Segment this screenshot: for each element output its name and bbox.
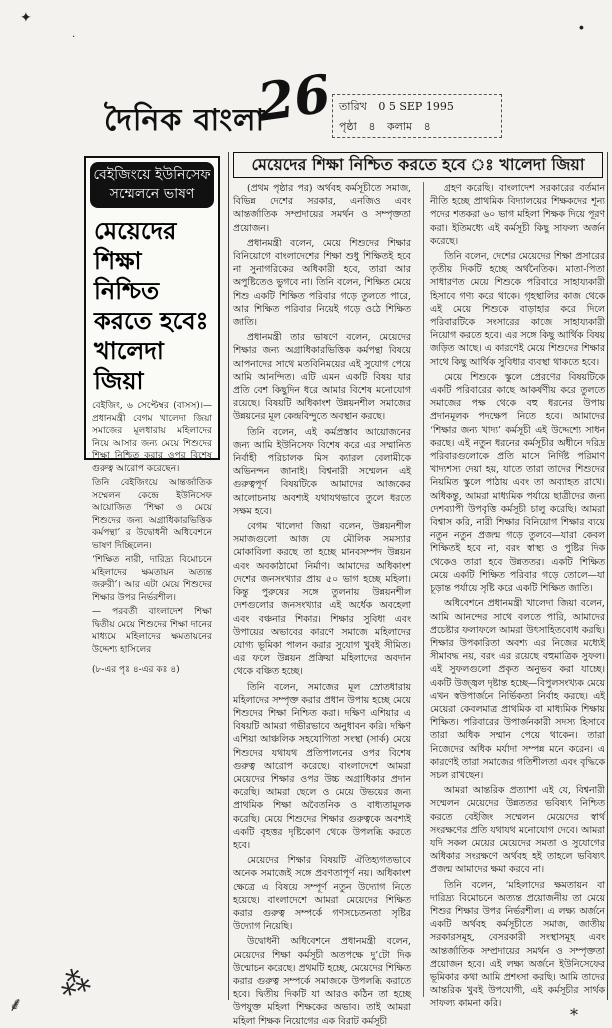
story-kicker: বেইজিংয়ে ইউনিসেফ সম্মেলনে ভাষণ [90,162,214,208]
sidebar-paragraph: ‘শিক্ষিত নারী, দারিদ্র্য বিমোচনে মহিলাদের ক্ষমতায়ন অত্যন্ত জরুরী’। আর এটা মেয়ে শিশুদের শিক্ষার উপর নির্ভরশীল। [92,555,212,603]
stamp-page-value: ৪ [368,120,376,133]
sidebar-paragraph: — পরবর্তী বাংলাদেশ শিক্ষা দ্বিতীয় মেয়ে শিশুদের শিক্ষা দানের মাধ্যমে মহিলাদের ক্ষমতায়নের উদ্দেশ্য হাসিলের [92,607,212,655]
continuation-note: (৮-এর পৃঃ ৪-এর কঃ ৪) [92,665,180,675]
sidebar-paragraph: তিনি বেইজিংয়ে আন্তর্জাতিক সম্মেলন কেন্দ্রে ইউনিসেফ আয়োজিত ‘শিক্ষা ও মেয়ে শিশুদের জন্য অগ্রাধিকারভিত্তিক কর্মপন্থা’ র উদ্বোধনী অধিবেশনে ভাষণ দিচ্ছিলেন। [92,478,212,551]
sidebar-headline: মেয়েদের শিক্ষা নিশ্চিত করতে হবেঃ খালেদা জিয়া [94,216,209,395]
article-paragraph: উদ্বোধনী অধিবেশনে প্রধানমন্ত্রী বলেন, মেয়েদের শিক্ষা কর্মসূচী অতপক্ষে দু’টো দিক উন্মোচন করেছে। প্রথমটি হচ্ছে, মেয়েদের শিক্ষিত করার গুরুত্ব সম্পর্কে সমাজকে উপলব্ধি করাতে হবে। দ্বিতীয় দিকটি যা আরও কঠিন তা হচ্ছে উপযুক্ত মহিলা শিক্ষকের অভাব। তাই আমরা মহিলা শিক্ষক নিয়োগের এক বিরাট কর্মসূচী [233,936,411,1027]
continued-article [228,152,608,1027]
archive-date-stamp [332,94,502,138]
scan-smudge: ⸙ [8,992,23,1016]
sidebar-body [86,396,218,662]
article-paragraph: বেগম খালেদা জিয়া বলেন, উন্নয়নশীল সমাজগুলো আজ যে মৌলিক সমস্যার মোকাবিলা করছে তা হচ্ছে মানবসম্পদ উন্নয়ন এবং অবকাঠামো নির্মাণ। আমাদের অধিকাংশ দেশের জনসংখ্যার প্রায় ৫০ ভাগ হচ্ছে মহিলা। কিন্তু পুরুষের সঙ্গে তুলনায় উন্নয়নশীল দেশগুলোর জনসংখ্যার এই অর্ধেক অবহেলা এবং বঞ্চনার শিকার। শিক্ষার সুবিধা এবং উপায়ের অভাবের কারণে সমাজে মহিলাদের যোগ্য ভূমিকা পালন করার সুযোগ খুবই সীমিত। এর ফলে উন্নয়ন প্রক্রিয়া মহিলাদের অবদান থেকে বঞ্চিত হচ্ছে। [233,521,411,678]
stamp-column-label: কলাম [386,120,413,133]
article-column-left [233,182,411,1027]
article-paragraph: প্রধানমন্ত্রী তার ভাষণে বলেন, মেয়েদের শিক্ষার জন্য অগ্রাধিকারভিত্তিক কর্মপন্থা বিষয়ে আপনাদের সাথে মতবিনিময়ের এই সুযোগ পেয়ে আমি আনন্দিত। এটি এমন একটি বিষয় যার প্রতি বেশ কিছুদিন ধরে আমার বিশেষ মনোযোগ রয়েছে। বিষয়টি অধিকাংশ উন্নয়নশীল সমাজের উন্নয়নের মূল কেন্দ্রবিন্দুতে অবস্থান করছে। [233,332,411,423]
article-paragraph: (প্রথম পৃষ্ঠার পর) অর্থবহ কর্মসূচীতে সমাজ, বিভিন্ন দেশের সরকার, এনজিও এবং আন্তর্জাতিক সম্প্রদায়ের সমর্থন ও সম্পৃক্ততা প্রয়োজন। [233,183,411,234]
article-paragraph: তিনি বলেন, ‘মহিলাদের ক্ষমতায়ন বা দারিদ্র্য বিমোচনে অত্যন্ত প্রয়োজনীয় তা মেয়ে শিশুর শিক্ষার উপর নির্ভরশীল। এ লক্ষ্য অর্জনে একটি অর্থবহ কর্মসূচীতে সমাজ, জাতীয় সরকারসমূহ, বেসরকারী সংস্থাসমূহ এবং আন্তর্জাতিক সম্প্রদায়ের সমর্থন ও সম্পৃক্ততা প্রয়োজন হবে। এই লক্ষ্য অর্জনে ইউনিসেফের ভূমিকার কথা আমি প্রশংসা করছি। আমি তাদের আন্তরিক খুবই উপযোগী, এই কর্মসূচীর সার্থক সাফল্য কামনা করি। [430,879,605,1010]
scan-smudge: ⁂ [55,962,95,1005]
article-paragraph: অধিবেশনে প্রধানমন্ত্রী খালেদা জিয়া বলেন, আমি আনন্দের সাথে বলতে পারি, আমাদের প্রচেষ্টার ফলাফলে আমরা উৎসাহিতবোধ করছি। শিক্ষার উপকারিতা অবশ্য এর নিজের মধ্যেই সীমাবদ্ধ নয়, বরং এর রয়েছে বহুমাত্রিক সুফল। এই সুফলগুলো প্রকৃত অনুভব করা যাচ্ছে। একটি উজ্জ্বল দৃষ্টান্ত হচ্ছে—বিপুলসংখ্যক মেয়ে এখন স্বউপার্জনে নির্ভিকতা নির্বাহ করছে। এই মেয়েরা কেবলমাত্র প্রাথমিক বা মাধ্যমিক শিক্ষায় শিক্ষিত। পরিবারের উপার্জনকারী সদস্য হিসাবে তারা অধিক সম্মান পেয়ে থাকেন। তারা নিজেদের অধিক মর্যাদা সম্পন্ন মনে করেন। এ কারণেই তারা সমাজের গতিশীলতা এবং বৃদ্ধিকে সচল রাখছেন। [430,598,605,781]
article-column-right [423,182,605,1010]
article-paragraph: তিনি বলেন, দেশের মেয়েদের শিক্ষা প্রসারের তৃতীয় দিকটি হচ্ছে অর্থনৈতিক। মাতা-পিতা সাধারণত মেয়ে শিশুকে পরিবারে সাহায্যকারী হিসাবে গণ্য করে থাকে। গৃহস্থালির কাজ থেকে এই মেয়ে শিশুকে বাড়াহার করে দিলে পরিবারটিকে সংসারের কাজে সাহায্যকারী নিয়োগ করতে হবে। এর সঙ্গে কিছু আর্থিক বিষয় জড়িত আছে। এ কারণেই মেয়ে শিশুদের শিক্ষার সাথে কিছু আর্থিক সুবিধার ব্যবস্থা থাকতে হবে। [430,251,605,368]
front-page-sidebar-story [84,156,220,675]
stamp-date-value: 0 5 SEP 1995 [378,100,454,113]
handwritten-file-number: 26 [254,63,335,134]
article-paragraph: তিনি বলেন, এই কর্মপ্রস্তাব আয়োজনের জন্য আমি ইউনিসেফ বিশেষ করে এর সম্মানিত নির্বাহী পরিচালক মিস ক্যারল বেলামীকে অভিনন্দন জানাই। বিশ্বনারী সম্মেলন এই গুরুত্বপূর্ণ বিষয়টিকে আমাদের আজকের আলোচনায় অবশ্যই যথাযথভাবে তুলে ধরতে সক্ষম হবে। [233,426,411,517]
stamp-date-label: তারিখ [339,100,367,113]
article-paragraph: গ্রহণ করেছি। বাংলাদেশ সরকারের বর্তমান নীতি হচ্ছে প্রাথমিক বিদ্যালয়ের শিক্ষকদের শূন্য পদের শতকরা ৬০ ভাগ মহিলা শিক্ষক দিয়ে পূরণ করা। ইতিমধ্যে এই কর্মসূচী কিছু সাফল্য অর্জন করেছে। [430,183,605,247]
article-headline: মেয়েদের শিক্ষা নিশ্চিত করতে হবে ঃ খালেদা জিয়া [233,152,603,178]
article-paragraph: প্রধানমন্ত্রী বলেন, মেয়ে শিশুদের শিক্ষার বিনিয়োগে বাংলাদেশের শিক্ষা শুধু শিক্ষিতই হবে না সুনাগরিকের অধিকারী হবে, তারা আর অপুষ্টিতেও ভুগবে না। তিনি বলেন, শিক্ষিত মেয়ে শিশু একটি শিক্ষিত পরিবার গড়ে তুলতে পারে, আর শিক্ষিত পরিবার নিয়েই গড়ে ওঠে শিক্ষিত জাতি। [233,237,411,329]
newspaper-masthead: দৈনিক বাংলা [104,103,266,138]
scan-speck: ✦ [20,10,32,26]
article-paragraph: মেয়ে শিশুকে স্কুলে প্রেরণের বিষয়টিকে একটি পরিবারের কাছে আকর্ষণীয় করে তুলতে সমাজের পক্ষ থেকে বহু ধরনের উপায় প্রদানমূলক পদক্ষেপ নিতে হবে। আমাদের ‘শিক্ষার জন্য খাদ্য’ কর্মসূচী এই উদ্দেশ্যে সাধন করছে। এই নতুন ধরনের কর্মসূচীর অধীনে দরিদ্র পরিবারগুলোকে প্রতি মাসে নির্দিষ্ট পরিমাণ খাদ্যশস্য দেয়া হয়, যাতে তারা তাদের শিশুদের নিয়মিত স্কুলে পাঠায় এবং তা অব্যাহত রাখে। অধিকন্তু, আমরা মাধ্যমিক পর্যায়ে ছাত্রীদের জন্য দেশব্যাপী উপবৃত্তি কর্মসূচী চালু করেছি। আমরা বিশ্বাস করি, নারী শিক্ষার বিনিয়োগ শিক্ষার ব্যয়ে নতুন নতুন প্রজন্ম গড়ে তুলবে—যারা কেবল শিক্ষিতই হবে না, বরং স্বাস্থ্য ও পুষ্টির দিক থেকেও তারা হবে উন্নততর। একটি শিক্ষিত মেয়ে একটি শিক্ষিত পরিবার গড়ে তোলে—যা চূড়ান্ত পর্যায়ে সৃষ্টি করে একটি শিক্ষিত জাতি। [430,371,605,595]
article-paragraph: আমরা আন্তরিক প্রত্যাশা এই যে, বিশ্বনারী সম্মেলন মেয়েদের উন্নততর ভবিষ্যৎ নিশ্চিত করতে বেইজিং সম্মেলন মেয়েদের স্বার্থ সংরক্ষণের প্রতি যথাযথ মনোযোগ দেবে। আমরা যদি সকল মেয়ের মেয়েদের সমতা ও সুযোগের অধিকার সংরক্ষণে অর্থবহ হই তাহলে ভবিষ্যৎ প্রজন্ম আমাদের ক্ষমা করবে না। [430,785,605,876]
article-paragraph: মেয়েদের শিক্ষার বিষয়টি ঐতিহ্যগতভাবে অনেক সমাজেই সঙ্গে প্রবণতাপূর্ণ নয়। অধিকাংশ ক্ষেত্রে এ বিষয়ে সম্পূর্ণ নতুন উদ্যোগ নিতে হয়েছে। বাংলাদেশে আমরা মেয়েদের শিক্ষিত করার গুরুত্ব সম্পর্কে গণসচেতনতা সৃষ্টির উদ্যোগ নিয়েছি। [233,855,411,933]
article-paragraph: তিনি বলেন, সমাজের মূল স্রোতধারায় মহিলাদের সম্পৃক্ত করার প্রধান উপায় হচ্ছে মেয়ে শিশুদের শিক্ষা নিশ্চিত করা। দক্ষিণ এশিয়ার এ বিষয়টি আমরা গভীরভাবে অনুধাবন করি। দক্ষিণ এশিয়া আঞ্চলিক সহযোগিতা সংস্থা (সার্ক) মেয়ে শিশুদের যথাযথ প্রতিপালনের ওপর বিশেষ গুরুত্ব আরোপ করেছে। বাংলাদেশে আমরা মেয়েদের শিক্ষার ওপর উচ্চ অগ্রাধিকার প্রদান করেছি। আমরা ছেলে ও মেয়ে উভয়ের জন্য প্রাথমিক শিক্ষা অবৈতনিক ও বাধ্যতামূলক করেছি। মেয়ে শিশুদের শিক্ষার গুরুত্বকে অবশ্যই একটি বৃহত্তর দৃষ্টিকোণ থেকে উপলব্ধি করতে হবে। [233,681,411,851]
scan-speck: ⁎ [570,1000,578,1019]
sidebar-paragraph: বেইজিং, ৬ সেপ্টেম্বর (বাসস)।—প্রধানমন্ত্রী বেগম খালেদা জিয়া সমাজের মূলধারায় মহিলাদের নিয়ে আসার জন্য মেয়ে শিশুদের শিক্ষা নিশ্চিত করার ওপর বিশেষ গুরুত্ব আরোপ করেছেন। [92,401,212,474]
scan-speck: · [72,32,76,43]
scan-speck: ∙ [578,20,585,36]
stamp-column-value: ৪ [423,120,431,133]
stamp-page-label: পৃষ্ঠা [339,120,357,133]
